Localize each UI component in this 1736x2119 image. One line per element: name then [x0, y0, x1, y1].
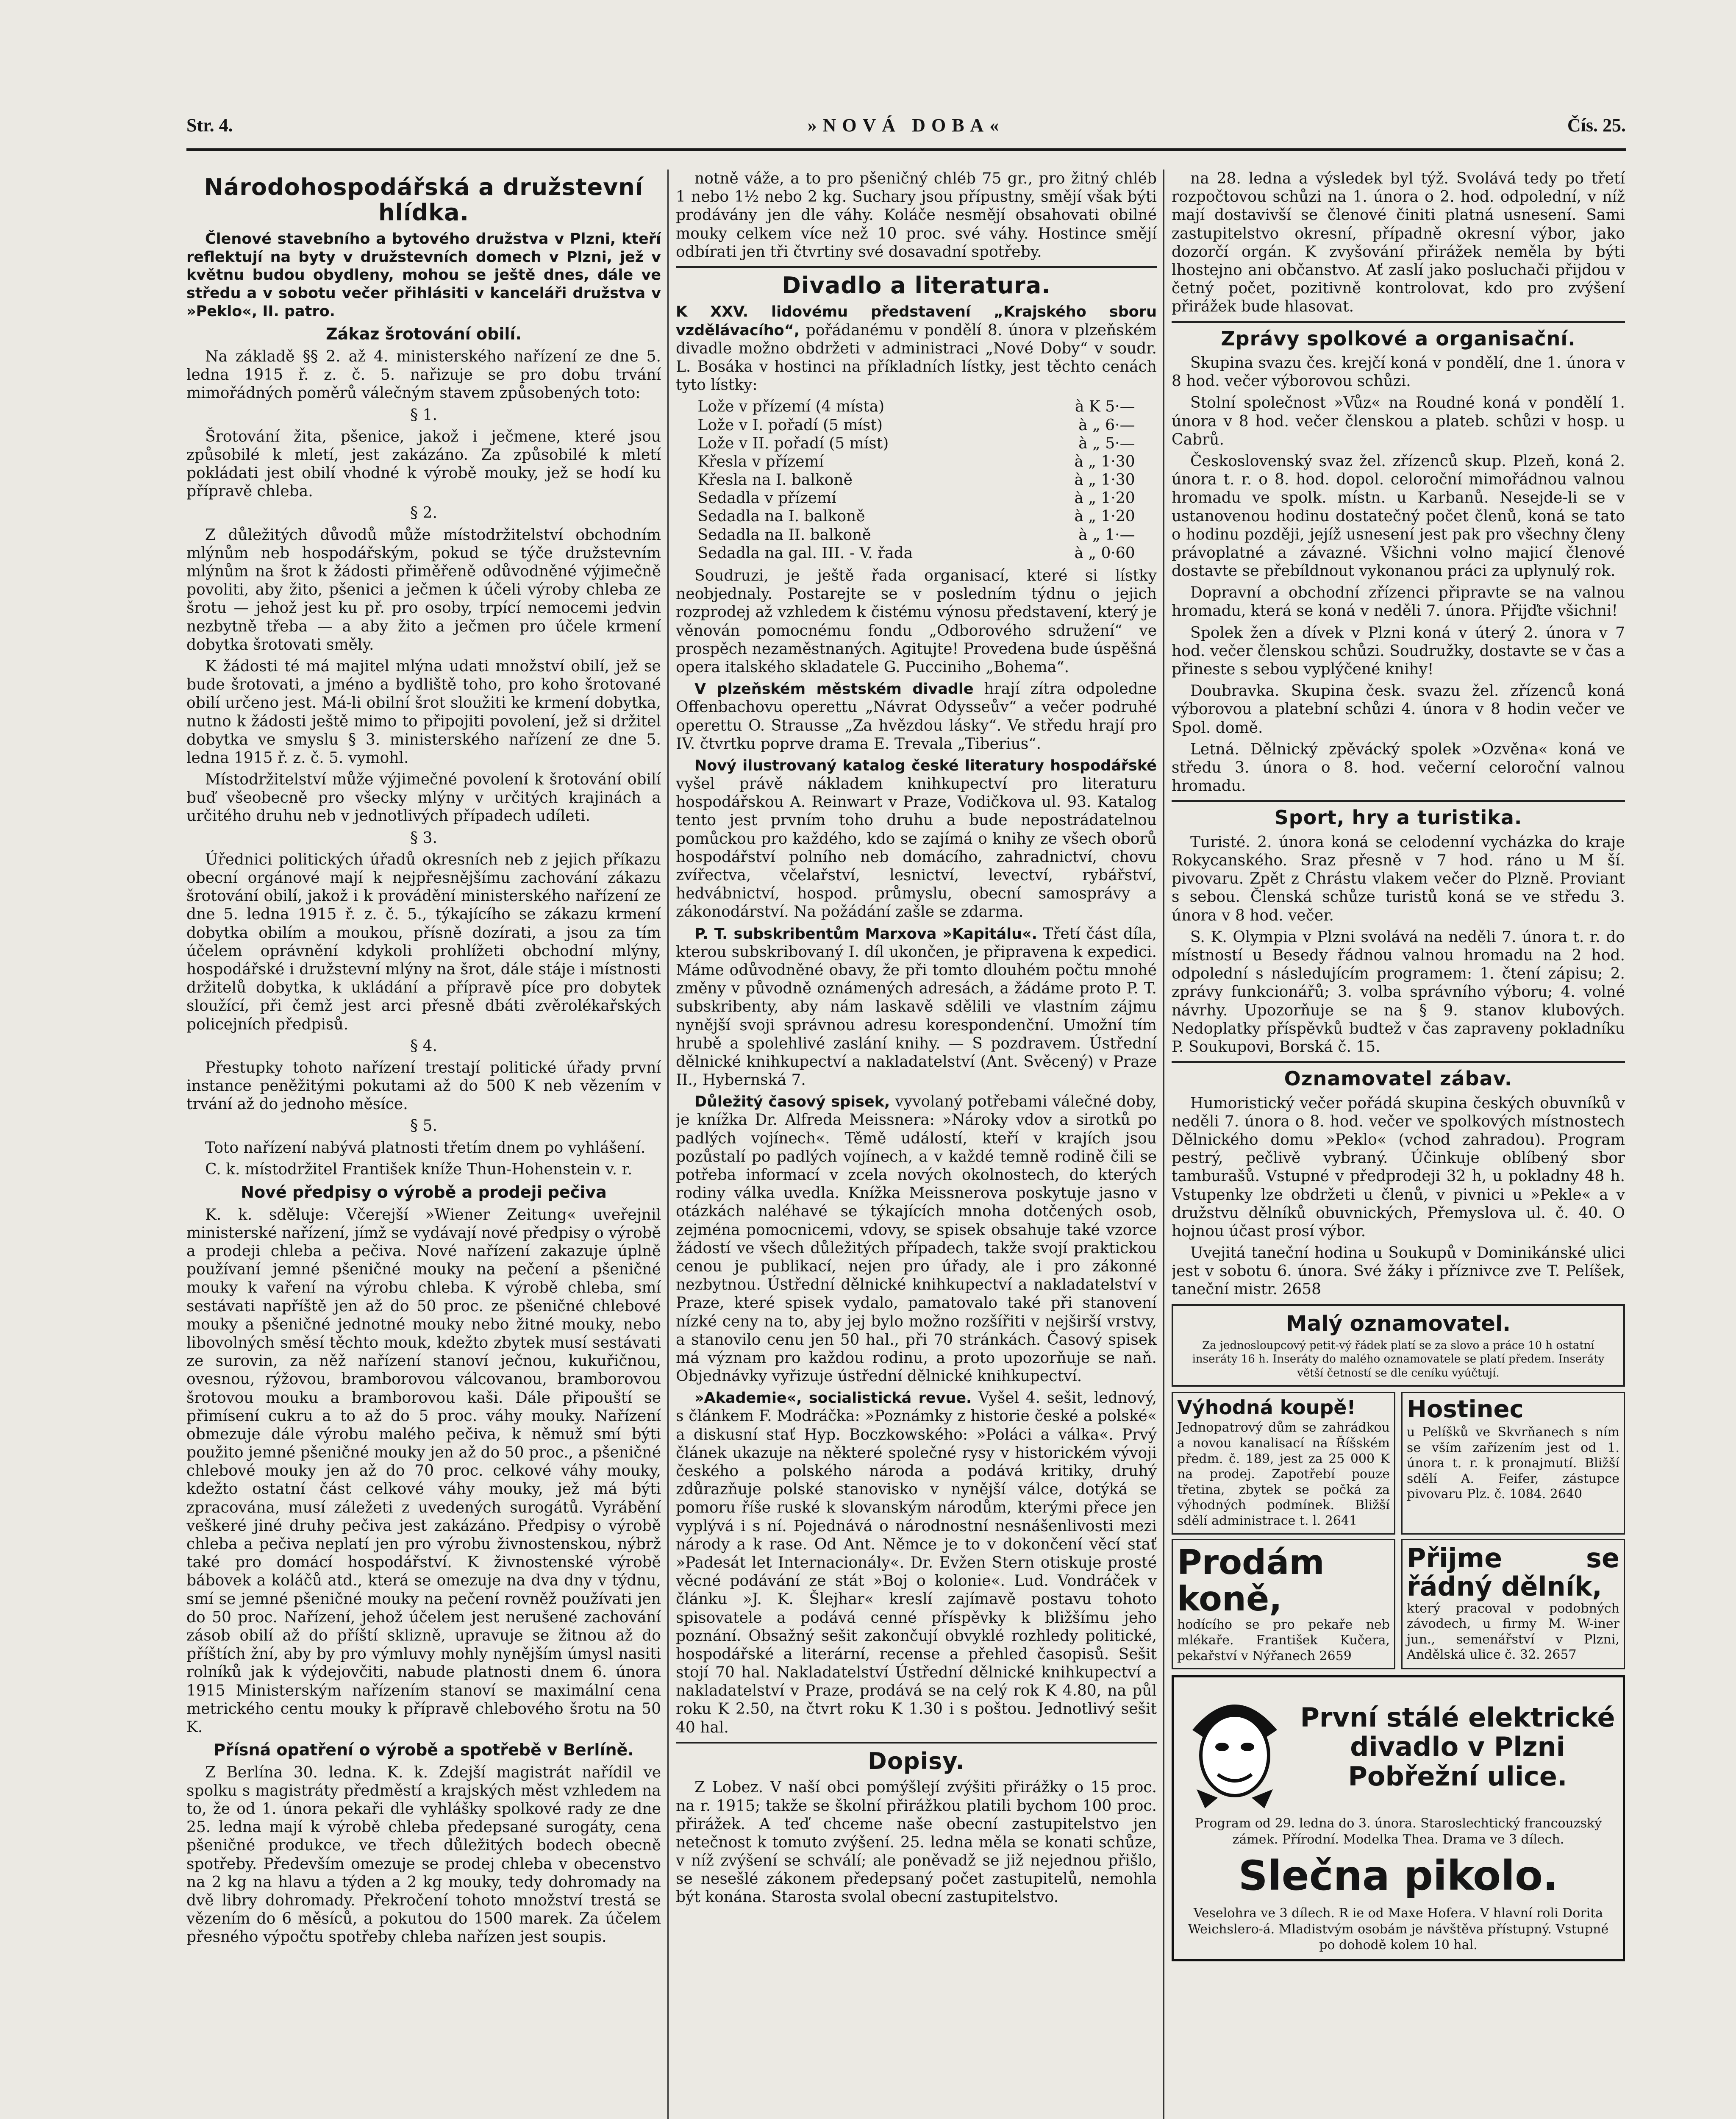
ticket-row [695, 471, 1137, 489]
ticket-price: à „ 1·20 [1074, 508, 1135, 526]
section-title-sport: Sport, hry a turistika. [1274, 806, 1522, 829]
ticket-row [695, 398, 1137, 416]
header-rule [186, 148, 1626, 151]
divider [1172, 800, 1625, 802]
cooperative-notice: Členové stavebního a bytového družstva v Plzni, kteří reflektují na byty v družstevních domech v Plzni, jež v květnu budou obydleny, mohou se ještě dnes, dále ve středu a v sobotu večer přihlásiti v kanceláři družstva v »Peklo«, II. patro. [186, 230, 661, 320]
article-paragraph: Místodržitelství může výjimečné povolení k šrotování obilí buď všeobecně pro všecky mlýny v určitých krajinách a určitého druhu neb v jednotlivých případech udíleti. [186, 771, 661, 825]
association-notice: Dopravní a obchodní zřízenci připravte se na valnou hromadu, která se koná v neděli 7. února. Přijďte všichni! [1172, 584, 1625, 620]
ticket-price: à „ 5·— [1078, 434, 1135, 452]
ticket-price: à „ 1·30 [1074, 471, 1135, 489]
section-title-associations: Zprávy spolkové a organisační. [1221, 327, 1576, 350]
section-mark: § 5. [410, 1117, 437, 1135]
section-mark: § 1. [410, 406, 437, 424]
section-mark: § 3. [410, 829, 437, 847]
divider [1172, 321, 1625, 323]
association-notice: Doubravka. Skupina česk. svazu žel. zřízenců koná výborovou a platební schůzi 4. února v 8 hodin večer ve Spol. domě. [1172, 682, 1625, 737]
entertainment-notice: Uvejitá taneční hodina u Soukupů v Dominikánské ulici jest v sobotu 6. února. Své žáky i příznivce zve T. Pelíšek, taneční mistr. 2658 [1172, 1244, 1625, 1299]
column-separator [1163, 170, 1164, 2119]
association-notice: Československý svaz žel. zřízenců skup. Plzeň, koná 2. února t. r. o 8. hod. dopol. celoroční mimořádnou valnou hromadu ve spolk. místn. u Karbanů. Nesejde-li se v ustanovenou hodinu dostatečný počet členů, koná se tato o hodinu později, jejíž usnesení jest pak pro všechny členy právoplatné a závazné. Všichni volno majicí členové dostavte se přebíldnout vykonanou práci za uplynulý rok. [1172, 452, 1625, 580]
section-mark: § 4. [410, 1037, 437, 1055]
ticket-row [695, 453, 1137, 471]
item-title: »Akademie«, socialistická revue. [694, 1390, 972, 1407]
entertainment-notice: Humoristický večer pořádá skupina českých obuvníků v neděli 7. února o 8. hod. večer ve spolkových místnostech Dělnického domu »Peklo« (vchod zahradou). Program pestrý, pečlivě vybraný. Účinkuje oblíbený sbor tamburašů. Vstupné v předprodeji 32 h, u pokladny 48 h. Vstupenky lze obdržeti u členů, v pivnici u »Pekle« a v družstvu dělníků obuvnických, Přemyslova ul. č. 40. O hojnou účast prosí výbor. [1172, 1094, 1625, 1240]
divider [676, 266, 1157, 268]
association-notices [1172, 354, 1625, 795]
association-notice: Skupina svazu čes. krejčí koná v pondělí, dne 1. února v 8 hod. večer výborovou schůzi. [1172, 354, 1625, 390]
association-notice: Letná. Dělnický zpěvácký spolek »Ozvěna« koná ve středu 3. února o 8. hod. večerní celoroční valnou hromadu. [1172, 740, 1625, 795]
ad-horse-sale: Prodám koně, hodícího se pro pekaře neb mlékaře. František Kučera, pekařství v Nýřanech 2659 [1172, 1539, 1395, 1670]
association-notice: Spolek žen a dívek v Plzni koná v úterý 2. února v 7 hod. večer členskou schůzi. Soudružky, dostavte se v čas a přineste s sebou vyplýčené knihy! [1172, 624, 1625, 679]
article-paragraph: na 28. ledna a výsledek byl týž. Svolává tedy po třetí rozpočtovou schůzi na 1. února o 2. hod. odpolední, v níž mají dostavivší se členové činiti platná usnesení. Sami zastupitelstvo okresní, případně okresní výbor, jako dozorčí orgán. K zvyšování přirážek neměla by býti lhostejno ani občanstvo. Ať zaslí jako posluchači přijdou v četný počet, pozitivně kontrolovat, kdo pro zvýšení přirážek bude hlasovat. [1172, 170, 1625, 316]
ticket-price: à „ 1·— [1078, 526, 1135, 544]
item-title: Důležitý časový spisek, [694, 1093, 890, 1111]
ticket-seat: Křesla na I. balkoně [697, 471, 853, 489]
ticket-row [695, 489, 1137, 507]
item-title: V plzeňském městském divadle [694, 681, 974, 698]
column-1 [186, 170, 661, 2119]
cinema-ad [1172, 1675, 1625, 1961]
ticket-seat: Lože v I. pořadí (5 míst) [697, 416, 883, 434]
cinema-title: První stálé elektrické divadlo v Plzni Pobřežní ulice. [1300, 1702, 1615, 1792]
column-3 [1172, 170, 1625, 2119]
ticket-seat: Sedadla v přízemí [697, 489, 836, 507]
jester-illustration [1180, 1683, 1290, 1810]
article-title-pastry: Nové předpisy o výrobě a prodeji pečiva [241, 1183, 607, 1202]
section-title-theatre: Divadlo a literatura. [782, 272, 1051, 299]
signature: C. k. místodržitel František kníže Thun-Hohenstein v. r. [205, 1160, 633, 1178]
ticket-price: à „ 1·20 [1074, 489, 1135, 507]
column-separator [667, 170, 669, 2119]
classifieds-title: Malý oznamovatel. [1286, 1311, 1511, 1336]
ticket-seat: Lože v II. pořadí (5 míst) [697, 434, 889, 452]
ticket-row [695, 526, 1137, 544]
sport-notices [1172, 833, 1625, 1056]
article-paragraph: notně váže, a to pro pšeničný chléb 75 gr., pro žitný chléb 1 nebo 1½ nebo 2 kg. Suchary jsou přípustny, smějí však býti prodávány jen dle váhy. Koláče nesmějí obsahovati obilné mouky celkem více než 10 proc. své váhy. Hostince smějí odbírati jen tři čtvrtiny své dosavadní spotřeby. [676, 170, 1157, 261]
ticket-price: à „ 0·60 [1074, 544, 1135, 562]
ticket-seat: Sedadla na I. balkoně [697, 508, 865, 526]
section-title-national-economy: Národohospodářská a družstevní hlídka. [204, 174, 644, 226]
cinema-note: Veselohra ve 3 dílech. R ie od Maxe Hofera. V hlavní roli Dorita Weichslero-á. Mladistvým osobám je návštěva přístupný. Vstupné po dohodě kolem 10 hal. [1188, 1906, 1609, 1953]
article-paragraph: Na základě §§ 2. až 4. ministerského nařízení ze dne 5. ledna 1915 ř. z. č. 5. nařizuje se pro dobu trvání mimořádných poměrů válečným stavem způsobených toto: [186, 348, 661, 402]
ad-inn-rent: Hostinec u Pelíšků ve Skvrňanech s ním se vším zařízením jest od 1. února t. r. k pronajmutí. Bližší sdělí A. Feifer, zástupce pivovaru Plz. č. 1084. 2640 [1401, 1392, 1625, 1534]
ticket-seat: Lože v přízemí (4 místa) [697, 398, 885, 416]
column-2: notně váže, a to pro pšeničný chléb 75 gr., pro žitný chléb 1 nebo 1½ nebo 2 kg. Suchary jsou přípustny, smějí však býti prodávány jen dle váhy. Koláče nesmějí obsahovati obilné mouky celkem více než 10 proc. své váhy. Hostince smějí odbírati jen tři čtvrtiny své dosavadní spotřeby. Divadlo a literatura. K XXV. lidovému představení „Krajského sboru vzdělávacího“, pořádanému v pondělí 8. února v plzeňském divadle možno obdržeti v administraci „Nové Doby“ v soudr. L. Bosáka v hostinci na příkladních lístky, jest těchto cenách tyto lístky: Lože v přízemí (4 místa) à K 5·— Lože v I. pořadí (5 míst) à „ 6·— Lože v II. pořadí (5 míst) à „ 5·— Křesla v přízemí à „ 1·30 Křesla na I. balkoně à „ 1·30 Sedadla v přízemí à „ 1·20 Sedadla na I. balkoně à „ 1·20 Sedadla na II. balkoně à „ 1·— Sedadla na gal. III. - V. řada à „ 0·60 Soudruzi, je ještě řada organisací, které si lístky neobjednaly. Postarejte se v posledním týdnu o jejich rozprodej až vzhledem k čistému výnosu představení, který je věnován pomocnému fondu „Odborového sdružení“ ve prospěch nezaměstnaných. Agitujte! Provedena bude úspěšná opera italského skladatele G. Pucciniho „Bohema“. V plzeňském městském divadle hrají zítra odpoledne Offenbachovu operettu „Návrat Odysseův“ a večer podruhé operettu O. Strausse „Za hvězdou lásky“. Ve středu hrají pro IV. čtvrtku poprve drama E. Trevala „Tiberius“. Nový ilustrovaný katalog české literatury hospodářské vyšel právě nákladem knihkupectví pro literaturu hospodářskou A. Reinwart v Praze, Vodičkova ul. 93. Katalog tento jest prvním toho druhu a bude nepostrádatelnou pomůckou pro každého, kdo se zajímá o knihy ze všech oborů hospodářství polního neb domácího, zahradnictví, chovu zvířectva, včelařství, lesnictví, levectví, rybářství, hedvábnictví, hospod. průmyslu, obecní samosprávy a zákonodárství. Na požádání zašle se zdarma. P. T. subskribentům Marxova »Kapitálu«. Třetí část díla, kterou subskribovaný I. díl ukončen, je připravena k expedici. Máme odůvodněné obavy, že při tomto dlouhém počtu mnohé změny v původně oznámených adresách, a žádáme proto P. T. subskribenty, aby nám laskavě sdělili ve vlastním zájmu nynější svoji správnou adresu korespondenční. Umožní tím hrubě a spolehlivé zaslání knihy. — S pozdravem. Ústřední dělnické knihkupectví a nakladatelství (Ant. Svěcený) v Praze II., Hybernská 7. Důležitý časový spisek, vyvolaný potřebami válečné doby, je knížka Dr. Alfreda Meissnera: »Nároky vdov a sirotků po padlých vojínech«. Těmě událostí, kteří v krajích jsou pozůstalí po padlých vojínech, a v každé temně rodině čili se potřeba informací v zcela nových okolnostech, do kterých rodiny válka uvedla. Knížka Meissnerova poskytuje jasno v otázkách naléhavé se týkajících mnoha dotčených osob, zejména pomocnicemi, vdovy, se spisek obsahuje také vzorce žádostí ve všech důležitých případech, takže svojí praktickou cenou je publikací, nejen pro úřady, ale i pro zákonné nezbytnou. Ústřední dělnické knihkupectví a nakladatelství v Praze, které spisek vydalo, pamatovalo také při stanovení nízké ceny na to, aby jej bylo možno rozšířiti v nejširší vrstvy, a stanovilo cenu jen 50 hal., při 70 stránkách. Časový spisek má význam pro každou rodinu, a proto upozorňuje se naň. Objednávky vyřizuje ústřední dělnické knihkupectví. »Akademie«, socialistická revue. Vyšel 4. sešit, lednový, s článkem F. Modráčka: »Poznámky z historie české a polské« a diskusní stať Hyp. Boczkowského: »Poláci a válka«. Prvý článek ukazuje na některé společné rysy v historickém vývoji českého a polského národa a podává kritiky, druhý zdůrazňuje polské stanovisko v nynější válce, dotýká se pomoru říše ruské k slovanským národům, kterými přece jen vyplývá i s ní. Pojednává o národnostní nesnášenlivosti mezi národy a k rase. Od Ant. Němce je to v dokončení věcí stať »Padesát let Internacionály«. Dr. Evžen Stern otiskuje prosté věcné podávání ze stát »Boj o kolonie«. Lud. Vondráček v článku »J. K. Šlejhar« kreslí zajímavě postavu tohoto spisovatele a podává cenné příspěvky k bližšímu jeho poznání. Obsažný sešit zakončují obvyklé rozhledy politické, hospodářské a literární, recense a přehled časopisů. Sešit stojí 70 hal. Nakladatelství Ústřední dělnické knihkupectví a nakladatelství v Praze, prodává se na celý rok K 4.80, na půl roku K 2.50, na čtvrt roku K 1.30 i s poštou. Jednotlivý sešit 40 hal. Dopisy. Z Lobez. V naší obci pomýšlejí zvýšiti přirážky o 15 proc. na r. 1915; takže se školní přirážkou platili bychom 100 proc. přirážek. A teď chceme naše obecní zastupitelstvo jen netečnost k tomuto zvýšení. 25. ledna měla se konati schůze, v níž zvýšení se schválí; ale poněvadž se již nejednou přišlo, se nesešlé zákonem předepsaný počet zastupitelů, nemohla být konána. Starosta svolal obecní zastupitelstvo. [676, 170, 1157, 1906]
article-paragraph: Úřednici politických úřadů okresních neb z jejich příkazu obecní orgánové mají k nejpřesnějšímu zachování zákazu šrotování obilí, jakož i k provádění ministerského nařízení ze dne 5. ledna 1915 ř. z. č. 5., týkajícího se zákazu krmení dobytka obilím a moukou, přísně dozírati, a jsou za tím účelem oprávnění kdykoli prohlížeti obchodní mlýny, hospodářské i družstevní mlýny na šrot, dále stáje i místnosti držitelů dobytka, k ukládání a přípravě píce pro dobytek sloužící, při čemž jest arci přesně dbáti zvěrolékařských policejních předpisů. [186, 851, 661, 1033]
ticket-seat: Křesla v přízemí [697, 453, 824, 470]
article-paragraph: Soudruzi, je ještě řada organisací, které si lístky neobjednaly. Postarejte se v posledním týdnu o jejich rozprodej až vzhledem k čistému výnosu představení, který je věnován pomocnému fondu „Odborového sdružení“ ve prospěch nezaměstnaných. Agitujte! Provedena bude úspěšná opera italského skladatele G. Pucciniho „Bohema“. [676, 567, 1157, 676]
ticket-price: à K 5·— [1075, 398, 1135, 416]
ticket-price-table [695, 398, 1137, 562]
entertainment-notices [1172, 1094, 1625, 1299]
ticket-seat: Sedadla na gal. III. - V. řada [697, 544, 913, 562]
item-title: K XXV. lidovému představení „Krajského sboru vzdělávacího“, [676, 303, 1157, 339]
article-title-berlin: Přísná opatření o výrobě a spotřebě v Berlíně. [214, 1741, 634, 1760]
classifieds-box [1172, 1304, 1625, 1387]
page-header [186, 114, 1626, 144]
cinema-feature-film: Slečna pikolo. [1238, 1852, 1558, 1900]
article-paragraph: Toto nařízení nabývá platnosti třetím dnem po vyhlášení. [205, 1139, 646, 1157]
ad-house-sale: Výhodná koupě! Jednopatrový dům se zahrádkou a novou kanalisací na Říšském předm. č. 189, jest za 25 000 K na prodej. Zapotřebí pouze třetina, zbytek se počká za výhodných podmínek. Bližší sdělí administrace t. l. 2641 [1172, 1392, 1395, 1534]
ad-worker-wanted: Přijme se řádný dělník, který pracoval v podobných závodech, u firmy M. W-iner jun., semenářství v Plzni, Andělská ulice č. 32. 2657 [1401, 1539, 1625, 1670]
section-mark: § 2. [410, 504, 437, 522]
article-paragraph: K. k. sděluje: Včerejší »Wiener Zeitung« uveřejnil ministerské nařízení, jímž se vydávají nové předpisy o výrobě a prodeji chleba a pečiva. Nové nařízení zakazuje úplně používaní jemné pšeničné mouky na pečení a pšeničné mouky k vaření na výrobu chleba. K výrobě chleba, smí sestávati napříště jen až do 50 proc. ze pšeničné chlebové mouky a pšeničné jednotné mouky nebo žitné mouky, nebo libovolných směsí těchto mouk, kdežto zbytek musí sestávati ze surovin, za něž nařízení stanoví ječnou, kukuřičnou, ovesnou, rýžovou, bramborovou válcovanou, bramborovou šrotovou mouku a bramborovou kaši. Dále připouští se přimísení cukru a to až do 5 proc. váhy mouky. Nařízení obmezuje dále výrobu malého pečiva, k němuž smí býti použito jemné pšeničné mouky jen až do 50 proc., a pšeničné chlebové mouky jen až do 70 proc. celkové váhy mouky, kdežto ostatní část celkové váhy mouky, jež má býti zpracována, musí záležeti z uvedených surogátů. Vyrábění veškeré jiné druhy pečiva jest zakázáno. Předpisy o výrobě chleba a pečiva neplatí jen pro výrobu živnostenskou, nýbrž také pro domácí hospodářství. K živnostenské výrobě bábovek a koláčů atd., která se omezuje na dva dny v týdnu, smí se jemné pšeničné mouky na pečení rovněž používati jen do 50 proc. Nařízení, jehož účelem jest nerušené zachování zásob obilí až do příští sklizně, upravuje se žitnou až do příštích žní, aby by pro výmluvy mohly nynějším úmysl nasiti rolníků jak k výdejovčiti, nabude platnosti dnem 6. února 1915 Ministerským nařízením stanoví se maximální cena metrického centu mouky k přípravě chlebového šrotu na 50 K. [186, 1206, 661, 1736]
classifieds-pricing: Za jednosloupcový petit-vý řádek platí se za slovo a práce 10 h ostatní inseráty 16 h. Inseráty do malého oznamovatele se platí předem. Inseráty větší četností se dle ceníku vyúčtují. [1192, 1339, 1605, 1379]
ticket-price: à „ 6·— [1078, 416, 1135, 434]
divider [1172, 1061, 1625, 1063]
article-paragraph: Přestupky tohoto nařízení trestají politické úřady první instance peněžitými pokutami až do 500 K neb vězením v trvání až do jednoho měsíce. [186, 1059, 661, 1113]
article-paragraph: Šrotování žita, pšenice, jakož i ječmene, které jsou způsobilé k mletí, jest zakázáno. Za způsobilé k mletí pokládati jest obilí vhodné k výrobě mouky, jež se hodí ku přípravě chleba. [186, 428, 661, 501]
issue-number: Čís. 25. [1567, 115, 1626, 136]
sport-notice: Turisté. 2. února koná se celodenní vycházka do kraje Rokycanského. Sraz přesně v 7 hod. ráno u M ší. pivovaru. Zpět z Chrástu vlakem večer do Plzně. Proviant s sebou. Členská schůze turistů koná se ve středu 3. února v 8 hod. večer. [1172, 833, 1625, 924]
item-title: Nový ilustrovaný katalog české literatury hospodářské [694, 757, 1157, 774]
ticket-row [695, 416, 1137, 434]
divider [676, 1742, 1157, 1744]
ticket-row [695, 544, 1137, 562]
ads-row-1 [1172, 1392, 1625, 1534]
page-number: Str. 4. [186, 115, 233, 136]
cinema-program: Program od 29. ledna do 3. února. Staroslechtický francouzský zámek. Přírodní. Modelka Thea. Drama ve 3 dílech. [1194, 1816, 1602, 1847]
ticket-price: à „ 1·30 [1074, 453, 1135, 470]
association-notice: Stolní společnost »Vůz« na Roudné koná v pondělí 1. února v 8 hod. večer členskou a plateb. schůzi v hosp. u Cabrů. [1172, 394, 1625, 448]
section-title-letters: Dopisy. [868, 1747, 965, 1774]
sport-notice: S. K. Olympia v Plzni svolává na neděli 7. února t. r. do místností u Besedy řádnou valnou hromadu na 2 hod. odpolední s následujícím programem: 1. čtení zápisu; 2. zprávy funkcionářů; 3. volba správního výboru; 4. volné návrhy. Upozorňuje se na § 9. stanov klubových. Nedoplatky příspěvků budtež v čas zapraveny pokladníku P. Soukupovi, Borská č. 15. [1172, 928, 1625, 1056]
ticket-row [695, 434, 1137, 453]
article-paragraph: Z Berlína 30. ledna. K. k. Zdejší magistrát nařídil ve spolku s magistráty předměstí a krajských měst vzhledem na to, že od 1. února pekaři dle vyhlášky spolkové rady ze dne 25. ledna mají k výrobě chleba předepsané surogáty, cena pšeničné produkce, ve třech důležitých bodech obecně spotřeby. Především omezuje se prodej chleba v obecenstvo na 2 kg na hlavu a týden a 2 kg mouky, tedy dohromady na dvě libry dohromady. Překročení tohoto množství trestá se vězením do 6 měsíců, a pokutou do 1500 marek. Za účelem přesného výpočtu spotřeby chleba nařízen jest soupis. [186, 1763, 661, 1946]
ticket-seat: Sedadla na II. balkoně [697, 526, 871, 544]
article-paragraph: Z Lobez. V naší obci pomýšlejí zvýšiti přirážky o 15 proc. na r. 1915; takže se školní přirážkou platili bychom 100 proc. přirážek. A teď chceme naše obecní zastupitelstvo jen netečnost k tomuto zvýšení. 25. ledna měla se konati schůze, v níž zvýšení se schválí; ale poněvadž se již nejednou přišlo, se nesešlé zákonem předepsaný počet zastupitelů, nemohla být konána. Starosta svolal obecní zastupitelstvo. [676, 1779, 1157, 1906]
article-title-milling-ban: Zákaz šrotování obilí. [326, 325, 522, 344]
newspaper-title: »NOVÁ DOBA« [807, 115, 1005, 136]
article-paragraph: K žádosti té má majitel mlýna udati množství obilí, jež se bude šrotovati, a jméno a bydliště toho, pro koho šrotované obilí určeno jest. Má-li obilní šrot sloužiti ke krmení dobytka, nutno k žádosti ještě mimo to připojiti povolení, jež si držitel dobytka ve smyslu § 3. ministerského nařízení ze dne 5. ledna 1915 ř. z. č. 5. vymohl. [186, 657, 661, 767]
section-title-entertainment: Oznamovatel zábav. [1284, 1067, 1513, 1090]
article-paragraph: Z důležitých důvodů může místodržitelství obchodním mlýnům neb hospodářským, pokud se týče družstevním mlýnům na šrot k žádosti přiměřeně odůvodněné výjimečně povoliti, aby žito, pšenici a ječmen k účeli výroby chleba ze šrotu — jehož jest ku př. pro osoby, trpící nemocemi jedvin nezbytně třeba — a aby žito a ječmen pro účele krmení dobytka šrotovati směly. [186, 526, 661, 653]
item-title: P. T. subskribentům Marxova »Kapitálu«. [694, 925, 1037, 943]
ads-row-2 [1172, 1539, 1625, 1670]
ticket-row [695, 507, 1137, 526]
